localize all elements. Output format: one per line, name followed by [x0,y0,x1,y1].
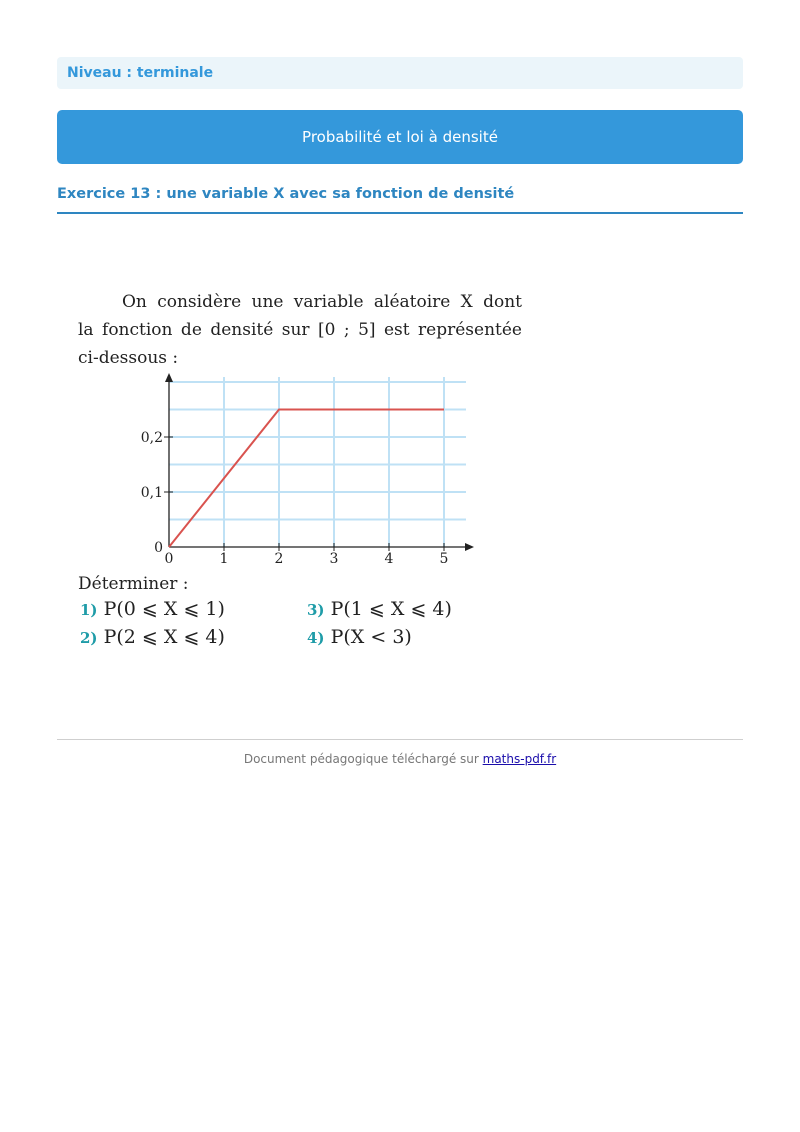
chart-grid [169,377,466,547]
page-title-banner [57,110,743,164]
question-4-number: 4) [307,629,325,647]
footer-text: Document pédagogique téléchargé sur [243,752,483,766]
question-4-text: P(X < 3) [330,626,412,648]
statement-line-3: ci-dessous : [78,348,179,368]
footer-link[interactable]: maths-pdf.fr [482,752,557,766]
level-label: Niveau : terminale [67,65,214,81]
question-3 [307,598,452,620]
question-1 [80,598,225,620]
exercise-title: Exercice 13 : une variable X avec sa fonction de densité [57,186,743,214]
y-tick-label: 0,1 [140,485,163,501]
question-3-text: P(1 ⩽ X ⩽ 4) [330,598,452,620]
level-banner [57,57,743,89]
density-line [169,410,444,548]
determine-label: Déterminer : [78,574,189,594]
exercise-image [70,284,540,664]
question-2 [80,626,225,648]
question-3-number: 3) [307,601,325,619]
page-title: Probabilité et loi à densité [302,128,498,146]
chart-series [169,410,444,548]
question-2-number: 2) [80,629,98,647]
x-tick-label: 0 [164,551,174,567]
x-tick-label: 1 [219,551,229,567]
x-axis-arrow [465,543,474,551]
y-tick-label: 0 [154,540,163,556]
x-tick-label: 5 [439,551,449,567]
x-tick-label: 3 [329,551,339,567]
x-tick-label: 4 [384,551,394,567]
statement-line-2: la fonction de densité sur [0 ; 5] est représentée [78,320,522,340]
chart-axes [165,373,474,551]
question-2-text: P(2 ⩽ X ⩽ 4) [103,626,225,648]
y-tick-label: 0,2 [140,430,163,446]
density-chart [70,284,540,574]
statement-line-1: On considère une variable aléatoire X dont [122,292,522,312]
question-4 [307,626,412,648]
footer-divider [57,739,743,740]
question-1-text: P(0 ⩽ X ⩽ 1) [103,598,225,620]
footer [57,752,743,766]
y-axis-arrow [165,373,173,382]
x-tick-label: 2 [274,551,284,567]
question-1-number: 1) [80,601,98,619]
